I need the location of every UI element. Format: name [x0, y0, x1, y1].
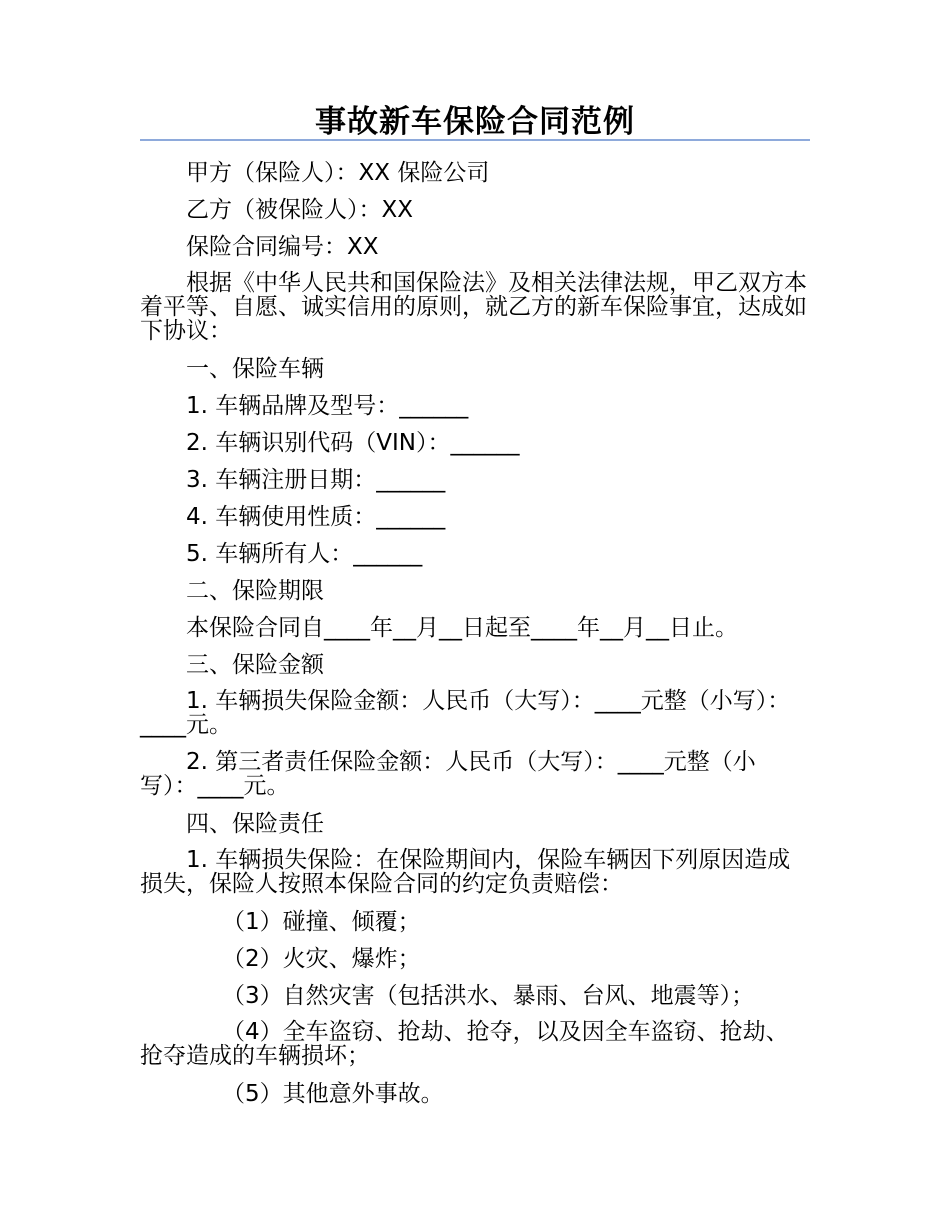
- preamble-paragraph: 根据《中华人民共和国保险法》及相关法律法规，甲乙双方本着平等、自愿、诚实信用的原则，就乙方的新车保险事宜，达成如下协议：: [140, 270, 807, 344]
- section-heading-vehicle: 一、保险车辆: [186, 356, 324, 382]
- document-body: [140, 155, 810, 1113]
- vehicle-registration-date-line: 3. 车辆注册日期：______: [186, 467, 446, 493]
- vehicle-loss-amount-line: 1. 车辆损失保险金额：人民币（大写）：____元整（小写）：____元。: [140, 688, 791, 738]
- section-heading-liability: 四、保险责任: [186, 811, 324, 837]
- document-title: 事故新车保险合同范例: [315, 104, 635, 140]
- title-underline: [140, 139, 810, 141]
- contract-number-line: 保险合同编号：XX: [186, 234, 379, 260]
- party-b-line: 乙方（被保险人）：XX: [186, 197, 414, 223]
- vehicle-owner-line: 5. 车辆所有人：______: [186, 541, 423, 567]
- vehicle-usage-line: 4. 车辆使用性质：______: [186, 504, 446, 530]
- section-heading-amount: 三、保险金额: [186, 652, 324, 678]
- period-line: 本保险合同自____年__月__日起至____年__月__日止。: [186, 615, 738, 641]
- third-party-amount-line: 2. 第三者责任保险金额：人民币（大写）：____元整（小写）：____元。: [140, 749, 756, 799]
- vehicle-brand-model-line: 1. 车辆品牌及型号：______: [186, 393, 469, 419]
- vehicle-loss-liability-paragraph: 1. 车辆损失保险：在保险期间内，保险车辆因下列原因造成损失，保险人按照本保险合同的约定负责赔偿：: [140, 847, 791, 897]
- party-a-line: 甲方（保险人）：XX 保险公司: [186, 160, 490, 186]
- liability-item-2: （2）火灾、爆炸；: [222, 946, 421, 972]
- vehicle-vin-line: 2. 车辆识别代码（VIN）：______: [186, 430, 520, 456]
- liability-item-1: （1）碰撞、倾覆；: [222, 909, 421, 935]
- liability-item-4: （4）全车盗窃、抢劫、抢夺，以及因全车盗窃、抢劫、抢夺造成的车辆损坏；: [140, 1019, 789, 1069]
- liability-item-3: （3）自然灾害（包括洪水、暴雨、台风、地震等）；: [222, 983, 755, 1009]
- section-heading-period: 二、保险期限: [186, 578, 324, 604]
- liability-item-5: （5）其他意外事故。: [222, 1081, 444, 1107]
